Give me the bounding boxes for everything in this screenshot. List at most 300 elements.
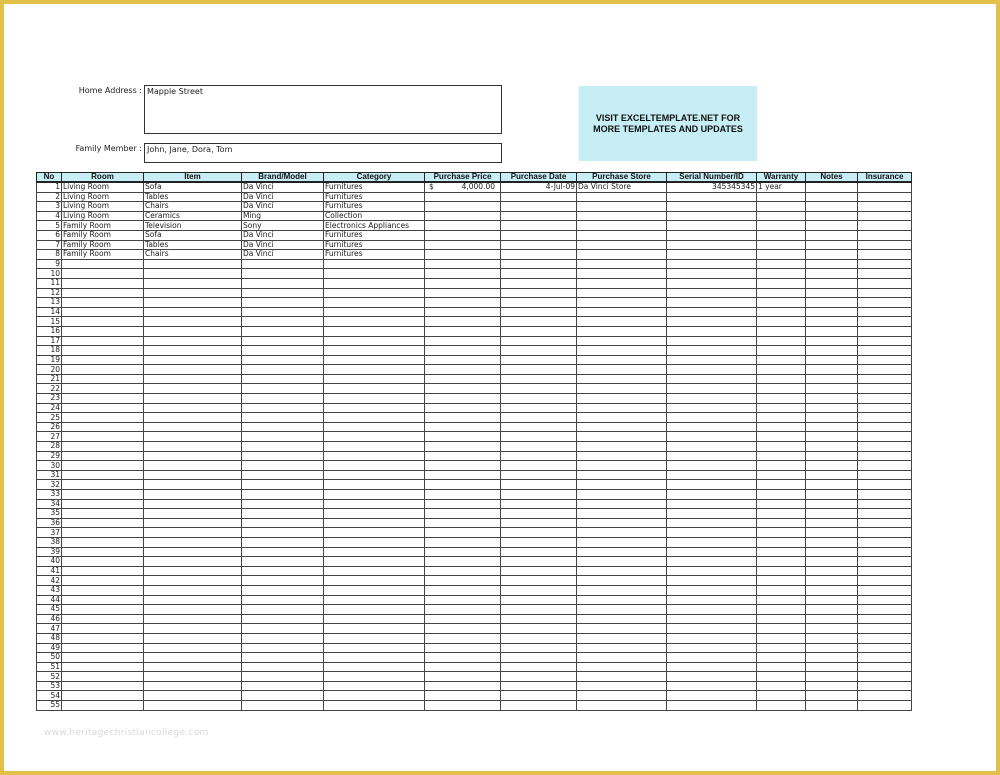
cell-insurance[interactable] [858, 557, 912, 567]
cell-warranty[interactable] [757, 643, 806, 653]
cell-serial-number[interactable]: 345345345 [667, 182, 757, 192]
cell-purchase-store[interactable] [577, 394, 667, 404]
cell-purchase-date[interactable] [501, 633, 577, 643]
cell-category[interactable] [324, 576, 425, 586]
cell-purchase-store[interactable] [577, 365, 667, 375]
cell-serial-number[interactable] [667, 547, 757, 557]
cell-purchase-date[interactable] [501, 547, 577, 557]
cell-warranty[interactable] [757, 624, 806, 634]
cell-serial-number[interactable] [667, 211, 757, 221]
cell-serial-number[interactable] [667, 451, 757, 461]
cell-purchase-date[interactable] [501, 307, 577, 317]
cell-category[interactable] [324, 662, 425, 672]
cell-notes[interactable] [806, 528, 858, 538]
cell-purchase-price[interactable] [425, 585, 501, 595]
cell-serial-number[interactable] [667, 490, 757, 500]
cell-item[interactable] [144, 566, 242, 576]
cell-no[interactable]: 40 [37, 557, 62, 567]
cell-purchase-store[interactable] [577, 211, 667, 221]
cell-notes[interactable] [806, 499, 858, 509]
cell-insurance[interactable] [858, 643, 912, 653]
cell-purchase-price[interactable] [425, 461, 501, 471]
cell-category[interactable] [324, 451, 425, 461]
cell-serial-number[interactable] [667, 643, 757, 653]
cell-room[interactable] [62, 624, 144, 634]
cell-warranty[interactable] [757, 547, 806, 557]
cell-no[interactable]: 55 [37, 701, 62, 711]
cell-item[interactable] [144, 355, 242, 365]
cell-no[interactable]: 47 [37, 624, 62, 634]
cell-purchase-price[interactable] [425, 240, 501, 250]
cell-no[interactable]: 32 [37, 480, 62, 490]
cell-brand[interactable] [242, 288, 324, 298]
cell-serial-number[interactable] [667, 221, 757, 231]
cell-notes[interactable] [806, 451, 858, 461]
cell-notes[interactable] [806, 605, 858, 615]
cell-serial-number[interactable] [667, 672, 757, 682]
cell-purchase-price[interactable] [425, 624, 501, 634]
cell-item[interactable] [144, 384, 242, 394]
cell-warranty[interactable] [757, 701, 806, 711]
cell-purchase-store[interactable] [577, 269, 667, 279]
cell-notes[interactable] [806, 509, 858, 519]
cell-purchase-store[interactable] [577, 278, 667, 288]
cell-notes[interactable] [806, 365, 858, 375]
cell-warranty[interactable] [757, 557, 806, 567]
cell-room[interactable] [62, 278, 144, 288]
cell-insurance[interactable] [858, 394, 912, 404]
cell-notes[interactable] [806, 394, 858, 404]
cell-category[interactable] [324, 269, 425, 279]
cell-no[interactable]: 3 [37, 202, 62, 212]
cell-item[interactable] [144, 576, 242, 586]
cell-notes[interactable] [806, 643, 858, 653]
cell-category[interactable] [324, 317, 425, 327]
cell-category[interactable] [324, 585, 425, 595]
cell-purchase-store[interactable] [577, 346, 667, 356]
cell-notes[interactable] [806, 326, 858, 336]
cell-purchase-price[interactable] [425, 470, 501, 480]
cell-insurance[interactable] [858, 633, 912, 643]
cell-no[interactable]: 21 [37, 374, 62, 384]
cell-no[interactable]: 35 [37, 509, 62, 519]
cell-serial-number[interactable] [667, 374, 757, 384]
cell-purchase-price[interactable] [425, 384, 501, 394]
cell-item[interactable] [144, 451, 242, 461]
cell-serial-number[interactable] [667, 250, 757, 260]
cell-purchase-date[interactable] [501, 278, 577, 288]
cell-purchase-date[interactable] [501, 211, 577, 221]
cell-no[interactable]: 54 [37, 691, 62, 701]
cell-purchase-store[interactable] [577, 413, 667, 423]
cell-item[interactable] [144, 461, 242, 471]
cell-serial-number[interactable] [667, 192, 757, 202]
cell-room[interactable] [62, 528, 144, 538]
cell-warranty[interactable] [757, 432, 806, 442]
cell-notes[interactable] [806, 413, 858, 423]
cell-purchase-store[interactable] [577, 326, 667, 336]
promo-banner[interactable]: VISIT EXCELTEMPLATE.NET FOR MORE TEMPLATES AND UPDATES [579, 86, 757, 161]
cell-brand[interactable] [242, 278, 324, 288]
cell-insurance[interactable] [858, 614, 912, 624]
cell-insurance[interactable] [858, 681, 912, 691]
cell-item[interactable] [144, 269, 242, 279]
cell-no[interactable]: 37 [37, 528, 62, 538]
cell-category[interactable] [324, 653, 425, 663]
cell-warranty[interactable] [757, 528, 806, 538]
cell-notes[interactable] [806, 490, 858, 500]
cell-purchase-date[interactable] [501, 653, 577, 663]
cell-purchase-price[interactable] [425, 288, 501, 298]
cell-room[interactable] [62, 509, 144, 519]
cell-category[interactable] [324, 509, 425, 519]
cell-item[interactable] [144, 422, 242, 432]
cell-category[interactable] [324, 614, 425, 624]
cell-purchase-store[interactable] [577, 480, 667, 490]
cell-brand[interactable] [242, 576, 324, 586]
cell-notes[interactable] [806, 288, 858, 298]
cell-warranty[interactable] [757, 230, 806, 240]
cell-category[interactable]: Collection [324, 211, 425, 221]
cell-notes[interactable] [806, 653, 858, 663]
cell-item[interactable] [144, 288, 242, 298]
cell-no[interactable]: 38 [37, 537, 62, 547]
cell-brand[interactable] [242, 346, 324, 356]
cell-purchase-price[interactable] [425, 394, 501, 404]
cell-purchase-date[interactable] [501, 595, 577, 605]
cell-serial-number[interactable] [667, 499, 757, 509]
cell-room[interactable] [62, 547, 144, 557]
cell-room[interactable] [62, 490, 144, 500]
cell-insurance[interactable] [858, 624, 912, 634]
cell-warranty[interactable] [757, 422, 806, 432]
cell-category[interactable] [324, 259, 425, 269]
cell-purchase-store[interactable] [577, 557, 667, 567]
cell-purchase-store[interactable] [577, 336, 667, 346]
cell-room[interactable]: Family Room [62, 240, 144, 250]
cell-category[interactable] [324, 307, 425, 317]
cell-notes[interactable] [806, 566, 858, 576]
cell-purchase-date[interactable] [501, 662, 577, 672]
cell-purchase-price[interactable] [425, 432, 501, 442]
cell-serial-number[interactable] [667, 355, 757, 365]
cell-brand[interactable] [242, 451, 324, 461]
cell-purchase-price[interactable] [425, 202, 501, 212]
cell-notes[interactable] [806, 269, 858, 279]
cell-purchase-date[interactable] [501, 413, 577, 423]
cell-brand[interactable] [242, 643, 324, 653]
cell-room[interactable] [62, 307, 144, 317]
cell-item[interactable] [144, 278, 242, 288]
cell-warranty[interactable] [757, 691, 806, 701]
cell-purchase-store[interactable] [577, 432, 667, 442]
cell-purchase-date[interactable] [501, 336, 577, 346]
cell-purchase-price[interactable] [425, 259, 501, 269]
cell-insurance[interactable] [858, 221, 912, 231]
cell-category[interactable]: Furnitures [324, 250, 425, 260]
cell-insurance[interactable] [858, 422, 912, 432]
cell-purchase-store[interactable] [577, 374, 667, 384]
cell-purchase-price[interactable] [425, 614, 501, 624]
cell-insurance[interactable] [858, 336, 912, 346]
cell-brand[interactable] [242, 336, 324, 346]
cell-notes[interactable] [806, 259, 858, 269]
cell-brand[interactable]: Da Vinci [242, 240, 324, 250]
cell-brand[interactable]: Da Vinci [242, 192, 324, 202]
cell-insurance[interactable] [858, 374, 912, 384]
cell-purchase-store[interactable] [577, 192, 667, 202]
cell-insurance[interactable] [858, 230, 912, 240]
cell-brand[interactable] [242, 259, 324, 269]
cell-purchase-store[interactable] [577, 643, 667, 653]
cell-room[interactable] [62, 451, 144, 461]
cell-category[interactable] [324, 681, 425, 691]
cell-insurance[interactable] [858, 269, 912, 279]
cell-item[interactable] [144, 442, 242, 452]
cell-purchase-price[interactable] [425, 250, 501, 260]
cell-item[interactable] [144, 701, 242, 711]
cell-no[interactable]: 42 [37, 576, 62, 586]
cell-purchase-store[interactable] [577, 691, 667, 701]
cell-warranty[interactable] [757, 662, 806, 672]
cell-purchase-date[interactable] [501, 691, 577, 701]
cell-item[interactable] [144, 557, 242, 567]
cell-purchase-store[interactable] [577, 202, 667, 212]
cell-insurance[interactable] [858, 691, 912, 701]
cell-room[interactable] [62, 576, 144, 586]
cell-no[interactable]: 46 [37, 614, 62, 624]
cell-purchase-price[interactable] [425, 672, 501, 682]
cell-warranty[interactable] [757, 595, 806, 605]
cell-no[interactable]: 1 [37, 182, 62, 192]
cell-notes[interactable] [806, 355, 858, 365]
cell-serial-number[interactable] [667, 624, 757, 634]
cell-category[interactable] [324, 326, 425, 336]
cell-purchase-date[interactable] [501, 422, 577, 432]
cell-notes[interactable] [806, 422, 858, 432]
cell-brand[interactable] [242, 518, 324, 528]
cell-purchase-date[interactable] [501, 518, 577, 528]
cell-item[interactable] [144, 470, 242, 480]
cell-no[interactable]: 7 [37, 240, 62, 250]
cell-item[interactable] [144, 298, 242, 308]
cell-serial-number[interactable] [667, 518, 757, 528]
cell-purchase-date[interactable] [501, 480, 577, 490]
cell-serial-number[interactable] [667, 317, 757, 327]
cell-purchase-price[interactable] [425, 269, 501, 279]
cell-room[interactable] [62, 336, 144, 346]
cell-brand[interactable] [242, 633, 324, 643]
cell-brand[interactable] [242, 317, 324, 327]
cell-purchase-date[interactable] [501, 672, 577, 682]
cell-item[interactable]: Ceramics [144, 211, 242, 221]
cell-warranty[interactable] [757, 403, 806, 413]
cell-category[interactable]: Furnitures [324, 182, 425, 192]
cell-purchase-price[interactable] [425, 355, 501, 365]
cell-brand[interactable]: Da Vinci [242, 182, 324, 192]
cell-purchase-store[interactable] [577, 614, 667, 624]
cell-insurance[interactable] [858, 278, 912, 288]
cell-room[interactable] [62, 259, 144, 269]
cell-serial-number[interactable] [667, 461, 757, 471]
cell-item[interactable] [144, 624, 242, 634]
cell-serial-number[interactable] [667, 470, 757, 480]
cell-no[interactable]: 13 [37, 298, 62, 308]
cell-brand[interactable] [242, 537, 324, 547]
cell-item[interactable] [144, 374, 242, 384]
cell-purchase-store[interactable] [577, 576, 667, 586]
cell-brand[interactable] [242, 624, 324, 634]
cell-purchase-price[interactable] [425, 643, 501, 653]
cell-item[interactable] [144, 413, 242, 423]
cell-no[interactable]: 19 [37, 355, 62, 365]
cell-brand[interactable] [242, 355, 324, 365]
cell-room[interactable] [62, 422, 144, 432]
cell-item[interactable] [144, 317, 242, 327]
cell-notes[interactable] [806, 681, 858, 691]
cell-purchase-date[interactable] [501, 240, 577, 250]
cell-item[interactable]: Television [144, 221, 242, 231]
cell-category[interactable] [324, 643, 425, 653]
cell-purchase-price[interactable] [425, 230, 501, 240]
cell-brand[interactable] [242, 307, 324, 317]
cell-no[interactable]: 51 [37, 662, 62, 672]
cell-item[interactable] [144, 595, 242, 605]
cell-purchase-store[interactable] [577, 470, 667, 480]
cell-purchase-date[interactable]: 4-Jul-09 [501, 182, 577, 192]
cell-brand[interactable]: Sony [242, 221, 324, 231]
cell-serial-number[interactable] [667, 653, 757, 663]
cell-warranty[interactable] [757, 537, 806, 547]
cell-category[interactable] [324, 624, 425, 634]
cell-no[interactable]: 26 [37, 422, 62, 432]
cell-serial-number[interactable] [667, 307, 757, 317]
cell-purchase-store[interactable] [577, 624, 667, 634]
cell-no[interactable]: 44 [37, 595, 62, 605]
cell-brand[interactable] [242, 461, 324, 471]
cell-warranty[interactable] [757, 653, 806, 663]
cell-insurance[interactable] [858, 701, 912, 711]
cell-room[interactable] [62, 681, 144, 691]
cell-serial-number[interactable] [667, 614, 757, 624]
cell-serial-number[interactable] [667, 605, 757, 615]
cell-insurance[interactable] [858, 595, 912, 605]
cell-insurance[interactable] [858, 518, 912, 528]
cell-warranty[interactable] [757, 451, 806, 461]
cell-brand[interactable] [242, 691, 324, 701]
cell-serial-number[interactable] [667, 681, 757, 691]
cell-no[interactable]: 12 [37, 288, 62, 298]
cell-warranty[interactable] [757, 681, 806, 691]
cell-insurance[interactable] [858, 317, 912, 327]
cell-insurance[interactable] [858, 326, 912, 336]
cell-no[interactable]: 48 [37, 633, 62, 643]
cell-purchase-date[interactable] [501, 537, 577, 547]
cell-warranty[interactable] [757, 298, 806, 308]
cell-item[interactable] [144, 518, 242, 528]
cell-no[interactable]: 18 [37, 346, 62, 356]
cell-no[interactable]: 50 [37, 653, 62, 663]
cell-notes[interactable] [806, 317, 858, 327]
cell-category[interactable] [324, 355, 425, 365]
cell-serial-number[interactable] [667, 346, 757, 356]
cell-insurance[interactable] [858, 413, 912, 423]
cell-purchase-store[interactable] [577, 221, 667, 231]
cell-notes[interactable] [806, 240, 858, 250]
cell-warranty[interactable] [757, 413, 806, 423]
cell-insurance[interactable] [858, 653, 912, 663]
cell-purchase-date[interactable] [501, 192, 577, 202]
cell-insurance[interactable] [858, 240, 912, 250]
cell-serial-number[interactable] [667, 557, 757, 567]
cell-insurance[interactable] [858, 192, 912, 202]
cell-room[interactable] [62, 403, 144, 413]
cell-purchase-store[interactable] [577, 451, 667, 461]
cell-warranty[interactable] [757, 355, 806, 365]
cell-item[interactable] [144, 403, 242, 413]
cell-purchase-store[interactable] [577, 537, 667, 547]
cell-room[interactable] [62, 605, 144, 615]
cell-insurance[interactable] [858, 403, 912, 413]
cell-insurance[interactable] [858, 298, 912, 308]
cell-no[interactable]: 28 [37, 442, 62, 452]
cell-insurance[interactable] [858, 384, 912, 394]
cell-category[interactable] [324, 595, 425, 605]
cell-room[interactable] [62, 662, 144, 672]
cell-no[interactable]: 34 [37, 499, 62, 509]
cell-purchase-price[interactable] [425, 576, 501, 586]
cell-purchase-store[interactable] [577, 259, 667, 269]
cell-item[interactable] [144, 365, 242, 375]
cell-category[interactable] [324, 288, 425, 298]
cell-notes[interactable] [806, 384, 858, 394]
cell-purchase-price[interactable] [425, 317, 501, 327]
cell-insurance[interactable] [858, 451, 912, 461]
cell-room[interactable]: Family Room [62, 230, 144, 240]
cell-insurance[interactable] [858, 288, 912, 298]
cell-warranty[interactable] [757, 509, 806, 519]
cell-notes[interactable] [806, 403, 858, 413]
cell-purchase-price[interactable] [425, 211, 501, 221]
cell-purchase-store[interactable] [577, 595, 667, 605]
cell-purchase-store[interactable] [577, 355, 667, 365]
cell-purchase-store[interactable] [577, 653, 667, 663]
cell-no[interactable]: 24 [37, 403, 62, 413]
cell-no[interactable]: 8 [37, 250, 62, 260]
cell-brand[interactable] [242, 605, 324, 615]
cell-insurance[interactable] [858, 470, 912, 480]
cell-notes[interactable] [806, 298, 858, 308]
cell-no[interactable]: 49 [37, 643, 62, 653]
cell-purchase-price[interactable] [425, 365, 501, 375]
cell-purchase-date[interactable] [501, 384, 577, 394]
cell-serial-number[interactable] [667, 662, 757, 672]
cell-brand[interactable] [242, 547, 324, 557]
cell-brand[interactable] [242, 365, 324, 375]
cell-warranty[interactable] [757, 576, 806, 586]
cell-insurance[interactable] [858, 211, 912, 221]
cell-brand[interactable]: Da Vinci [242, 250, 324, 260]
cell-item[interactable] [144, 672, 242, 682]
cell-brand[interactable] [242, 480, 324, 490]
cell-room[interactable] [62, 326, 144, 336]
cell-item[interactable] [144, 528, 242, 538]
cell-notes[interactable] [806, 230, 858, 240]
cell-category[interactable] [324, 413, 425, 423]
cell-purchase-store[interactable] [577, 307, 667, 317]
cell-purchase-date[interactable] [501, 221, 577, 231]
cell-brand[interactable] [242, 470, 324, 480]
